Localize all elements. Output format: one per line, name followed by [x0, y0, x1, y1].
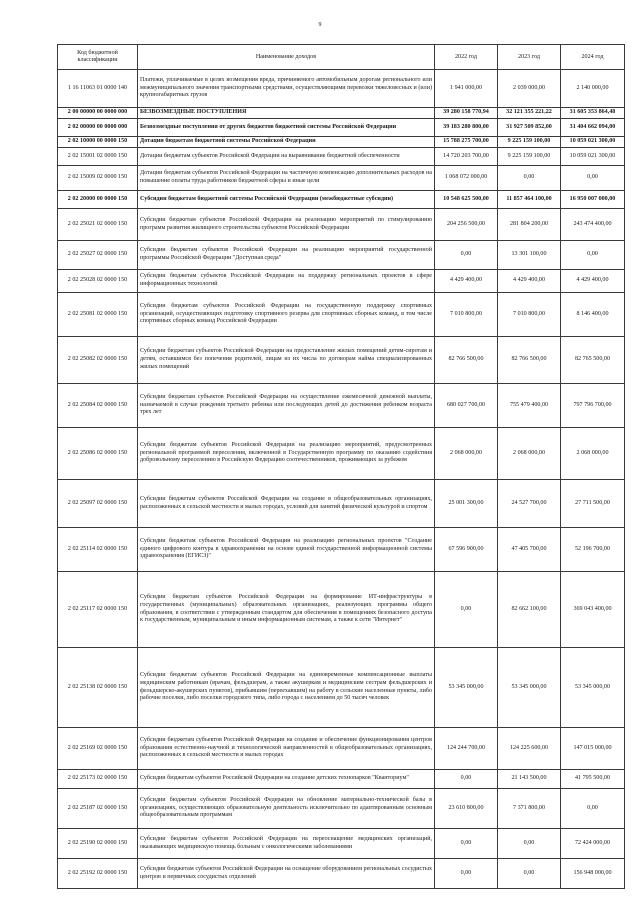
amount-2024-cell: 52 196 700,00: [561, 528, 625, 572]
amount-2022-cell: 0,00: [435, 572, 498, 648]
amount-2023-cell: 9 225 159 100,00: [498, 148, 561, 166]
amount-2022-cell: 7 010 800,00: [435, 293, 498, 337]
amount-2022-cell: 39 183 280 800,00: [435, 119, 498, 137]
table-row: [58, 137, 625, 148]
amount-2024-cell: 4 429 400,00: [561, 270, 625, 293]
table-row: [58, 648, 625, 728]
amount-2022-cell: 2 068 000,00: [435, 428, 498, 480]
amount-2022-cell: 0,00: [435, 770, 498, 789]
budget-code-cell: 2 02 15001 02 0000 150: [58, 148, 138, 166]
amount-2024-cell: 147 015 000,00: [561, 728, 625, 770]
budget-code-cell: 2 02 25027 02 0000 150: [58, 241, 138, 270]
amount-2023-cell: 4 429 400,00: [498, 270, 561, 293]
table-row: [58, 859, 625, 889]
revenue-name-cell: Дотации бюджетам субъектов Российской Федерации на частичную компенсацию дополнительных расходов на повышение оплаты труда работников бюджетной сферы и иные цели: [138, 166, 435, 191]
budget-code-cell: 2 02 25097 02 0000 150: [58, 480, 138, 528]
revenue-name-cell: Субсидии бюджетам субъектов Российской Федерации на реализацию мероприятий государственной программы Российской Федерации "Доступная среда": [138, 241, 435, 270]
amount-2022-cell: 0,00: [435, 241, 498, 270]
table-row: [58, 70, 625, 108]
table-row: [58, 480, 625, 528]
amount-2024-cell: 243 474 400,00: [561, 209, 625, 241]
amount-2022-cell: 204 256 500,00: [435, 209, 498, 241]
revenue-name-cell: БЕЗВОЗМЕЗДНЫЕ ПОСТУПЛЕНИЯ: [138, 108, 435, 119]
budget-code-cell: 2 02 25192 02 0000 150: [58, 859, 138, 889]
budget-code-cell: 2 02 25021 02 0000 150: [58, 209, 138, 241]
budget-code-cell: 1 16 11063 01 0000 140: [58, 70, 138, 108]
table-row: [58, 789, 625, 829]
amount-2022-cell: 4 429 400,00: [435, 270, 498, 293]
revenue-name-cell: Дотации бюджетам субъектов Российской Федерации на выравнивание бюджетной обеспеченности: [138, 148, 435, 166]
amount-2022-cell: 1 068 072 000,00: [435, 166, 498, 191]
amount-2024-cell: 10 059 021 300,00: [561, 137, 625, 148]
amount-2022-cell: 15 788 275 700,00: [435, 137, 498, 148]
table-row: [58, 428, 625, 480]
table-row: [58, 270, 625, 293]
header-name: Наименование доходов: [138, 45, 435, 70]
revenue-name-cell: Субсидии бюджетам субъектов Российской Федерации на реализацию региональных проектов "Создание единого цифрового контура в здравоохранении на основе единой государственной информационной системы здравоохранения (ЕГИСЗ)": [138, 528, 435, 572]
revenue-name-cell: Субсидии бюджетам субъектов Российской Федерации на осуществление ежемесячной денежной выплаты, назначаемой в случае рождения третьего ребенка или последующих детей до достижения ребенком возраста трех лет: [138, 384, 435, 428]
revenue-name-cell: Субсидии бюджетам субъектов Российской Федерации на государственную поддержку спортивных организаций, осуществляющих подготовку спортивного резерва для спортивных сборных команд, в том числе спортивных сборных команд Российской Федерации: [138, 293, 435, 337]
amount-2023-cell: 9 225 159 100,00: [498, 137, 561, 148]
budget-code-cell: 2 02 10000 00 0000 150: [58, 137, 138, 148]
amount-2024-cell: 0,00: [561, 166, 625, 191]
amount-2022-cell: 0,00: [435, 859, 498, 889]
revenue-name-cell: Субсидии бюджетам субъектов Российской Федерации на создание в общеобразовательных организациях, расположенных в сельской местности и малых городах, условий для занятий физической культурой и спортом: [138, 480, 435, 528]
amount-2023-cell: 82 662 100,00: [498, 572, 561, 648]
table-row: [58, 572, 625, 648]
amount-2024-cell: 53 345 000,00: [561, 648, 625, 728]
amount-2024-cell: 10 059 021 300,00: [561, 148, 625, 166]
header-2024: 2024 год: [561, 45, 625, 70]
revenue-name-cell: Платежи, уплачиваемые в целях возмещения вреда, причиняемого автомобильным дорогам регионального или межмуниципального значения транспортными средствами, осуществляющими перевозки тяжеловесных и (или) крупногабаритных грузов: [138, 70, 435, 108]
table-row: [58, 166, 625, 191]
table-row: [58, 829, 625, 859]
budget-code-cell: 2 02 25084 02 0000 150: [58, 384, 138, 428]
amount-2023-cell: 47 405 700,00: [498, 528, 561, 572]
amount-2024-cell: 0,00: [561, 241, 625, 270]
amount-2024-cell: 156 948 000,00: [561, 859, 625, 889]
budget-code-cell: 2 02 25190 02 0000 150: [58, 829, 138, 859]
revenue-name-cell: Субсидии бюджетам бюджетной системы Российской Федерации (межбюджетные субсидии): [138, 191, 435, 209]
amount-2022-cell: 1 941 000,00: [435, 70, 498, 108]
amount-2023-cell: 21 143 500,00: [498, 770, 561, 789]
table-row: [58, 191, 625, 209]
revenue-name-cell: Субсидии бюджетам субъектов Российской Федерации на реализацию мероприятий по стимулированию программ развития жилищного строительства субъектов Российской Федерации: [138, 209, 435, 241]
budget-code-cell: 2 02 25114 02 0000 150: [58, 528, 138, 572]
amount-2024-cell: 41 795 500,00: [561, 770, 625, 789]
amount-2023-cell: 0,00: [498, 829, 561, 859]
amount-2024-cell: 31 605 353 864,48: [561, 108, 625, 119]
table-row: [58, 728, 625, 770]
amount-2023-cell: 124 225 600,00: [498, 728, 561, 770]
amount-2023-cell: 11 857 464 100,00: [498, 191, 561, 209]
revenue-name-cell: Субсидии бюджетам субъектов Российской Федерации на переоснащение медицинских организаций, оказывающих медицинскую помощь больным с онкологическими заболеваниями: [138, 829, 435, 859]
amount-2023-cell: 2 068 000,00: [498, 428, 561, 480]
amount-2024-cell: 2 140 000,00: [561, 70, 625, 108]
header-2023: 2023 год: [498, 45, 561, 70]
table-row: [58, 528, 625, 572]
revenue-name-cell: Субсидии бюджетам субъектов Российской Федерации на создание детских технопарков "Кванториум": [138, 770, 435, 789]
table-body: [58, 70, 625, 889]
budget-code-cell: 2 02 25187 02 0000 150: [58, 789, 138, 829]
page-number: 9: [318, 22, 322, 28]
amount-2022-cell: 39 280 158 770,94: [435, 108, 498, 119]
amount-2024-cell: 0,00: [561, 789, 625, 829]
budget-code-cell: 2 02 25081 02 0000 150: [58, 293, 138, 337]
amount-2022-cell: 25 001 300,00: [435, 480, 498, 528]
revenue-name-cell: Субсидии бюджетам субъектов Российской Федерации на создание и обеспечение функционирования центров образования естественно-научной и технологической направленностей в общеобразовательных организациях, расположенных в сельской местности и малых городах: [138, 728, 435, 770]
revenue-name-cell: Субсидии бюджетам субъектов Российской Федерации на предоставление жилых помещений детям-сиротам и детям, оставшимся без попечения родителей, лицам из их числа по договорам найма специализированных жилых помещений: [138, 337, 435, 384]
table-row: [58, 337, 625, 384]
table-row: [58, 119, 625, 137]
amount-2022-cell: 82 766 500,00: [435, 337, 498, 384]
amount-2024-cell: 797 796 700,00: [561, 384, 625, 428]
amount-2023-cell: 31 927 509 852,00: [498, 119, 561, 137]
revenue-table: [57, 44, 625, 889]
amount-2024-cell: 2 068 000,00: [561, 428, 625, 480]
amount-2023-cell: 0,00: [498, 859, 561, 889]
table-row: [58, 209, 625, 241]
amount-2023-cell: 7 371 800,00: [498, 789, 561, 829]
budget-code-cell: 2 02 25028 02 0000 150: [58, 270, 138, 293]
budget-code-cell: 2 02 20000 00 0000 150: [58, 191, 138, 209]
table-row: [58, 384, 625, 428]
budget-code-cell: 2 02 25082 02 0000 150: [58, 337, 138, 384]
table-row: [58, 148, 625, 166]
table-row: [58, 293, 625, 337]
amount-2023-cell: 7 010 800,00: [498, 293, 561, 337]
amount-2023-cell: 281 804 200,00: [498, 209, 561, 241]
amount-2022-cell: 680 027 700,00: [435, 384, 498, 428]
budget-code-cell: 2 02 25173 02 0000 150: [58, 770, 138, 789]
revenue-name-cell: Субсидии бюджетам субъектов Российской Федерации на реализацию мероприятий, предусмотренных региональной программой переселения, включенной в Государственную программу по оказанию содействия добровольному переселению в Российскую Федерацию соотечественников, проживающих за рубежом: [138, 428, 435, 480]
amount-2022-cell: 53 345 000,00: [435, 648, 498, 728]
amount-2023-cell: 82 766 500,00: [498, 337, 561, 384]
amount-2024-cell: 82 765 500,00: [561, 337, 625, 384]
amount-2022-cell: 14 720 203 700,00: [435, 148, 498, 166]
amount-2023-cell: 755 479 400,00: [498, 384, 561, 428]
budget-code-cell: 2 02 00000 00 0000 000: [58, 119, 138, 137]
amount-2022-cell: 124 244 700,00: [435, 728, 498, 770]
header-code: Код бюджетной классификации: [58, 45, 138, 70]
amount-2022-cell: 10 548 625 500,00: [435, 191, 498, 209]
table-header-row: [58, 45, 625, 70]
revenue-name-cell: Безвозмездные поступления от других бюджетов бюджетной системы Российской Федерации: [138, 119, 435, 137]
amount-2024-cell: 31 404 662 094,00: [561, 119, 625, 137]
revenue-name-cell: Субсидии бюджетам субъектов Российской Федерации на поддержку региональных проектов в сфере информационных технологий: [138, 270, 435, 293]
amount-2023-cell: 32 121 355 221,22: [498, 108, 561, 119]
budget-code-cell: 2 02 25169 02 0000 150: [58, 728, 138, 770]
amount-2023-cell: 53 345 000,00: [498, 648, 561, 728]
amount-2024-cell: 72 424 000,00: [561, 829, 625, 859]
revenue-name-cell: Субсидии бюджетам субъектов Российской Федерации на формирование ИТ-инфраструктуры в государственных (муниципальных) образовательных организациях, реализующих программы общего образования, в соответствии с утвержденным стандартом для обеспечения в помещениях безопасного доступа к государственным, муниципальным и иным информационным системам, а также к сети "Интернет": [138, 572, 435, 648]
budget-code-cell: 2 02 25138 02 0000 150: [58, 648, 138, 728]
revenue-name-cell: Субсидии бюджетам субъектов Российской Федерации на обновление материально-технической базы в организациях, осуществляющих образовательную деятельность исключительно по адаптированным основным общеобразовательным программам: [138, 789, 435, 829]
budget-code-cell: 2 00 00000 00 0000 000: [58, 108, 138, 119]
amount-2023-cell: 2 039 000,00: [498, 70, 561, 108]
amount-2022-cell: 0,00: [435, 829, 498, 859]
revenue-name-cell: Субсидии бюджетам субъектов Российской Федерации на единовременные компенсационные выплаты медицинским работникам (врачам, фельдшерам, а также акушеркам и медицинским сестрам фельдшерских и фельдшерско-акушерских пунктов), прибывшим (переехавшим) на работу в сельские населенные пункты, либо рабочие поселки, либо поселки городского типа, либо города с населением до 50 тысяч человек: [138, 648, 435, 728]
table-row: [58, 108, 625, 119]
revenue-name-cell: Дотации бюджетам бюджетной системы Российской Федерации: [138, 137, 435, 148]
amount-2022-cell: 67 596 900,00: [435, 528, 498, 572]
budget-code-cell: 2 02 25086 02 0000 150: [58, 428, 138, 480]
revenue-name-cell: Субсидии бюджетам субъектов Российской Федерации на оснащение оборудованием региональных сосудистых центров и первичных сосудистых отделений: [138, 859, 435, 889]
amount-2023-cell: 0,00: [498, 166, 561, 191]
amount-2023-cell: 13 301 100,00: [498, 241, 561, 270]
table-row: [58, 241, 625, 270]
amount-2024-cell: 369 043 400,00: [561, 572, 625, 648]
amount-2024-cell: 16 950 007 000,00: [561, 191, 625, 209]
amount-2022-cell: 23 610 800,00: [435, 789, 498, 829]
budget-code-cell: 2 02 25117 02 0000 150: [58, 572, 138, 648]
header-2022: 2022 год: [435, 45, 498, 70]
amount-2023-cell: 24 527 700,00: [498, 480, 561, 528]
amount-2024-cell: 27 711 500,00: [561, 480, 625, 528]
budget-code-cell: 2 02 15009 02 0000 150: [58, 166, 138, 191]
amount-2024-cell: 8 146 400,00: [561, 293, 625, 337]
table-row: [58, 770, 625, 789]
